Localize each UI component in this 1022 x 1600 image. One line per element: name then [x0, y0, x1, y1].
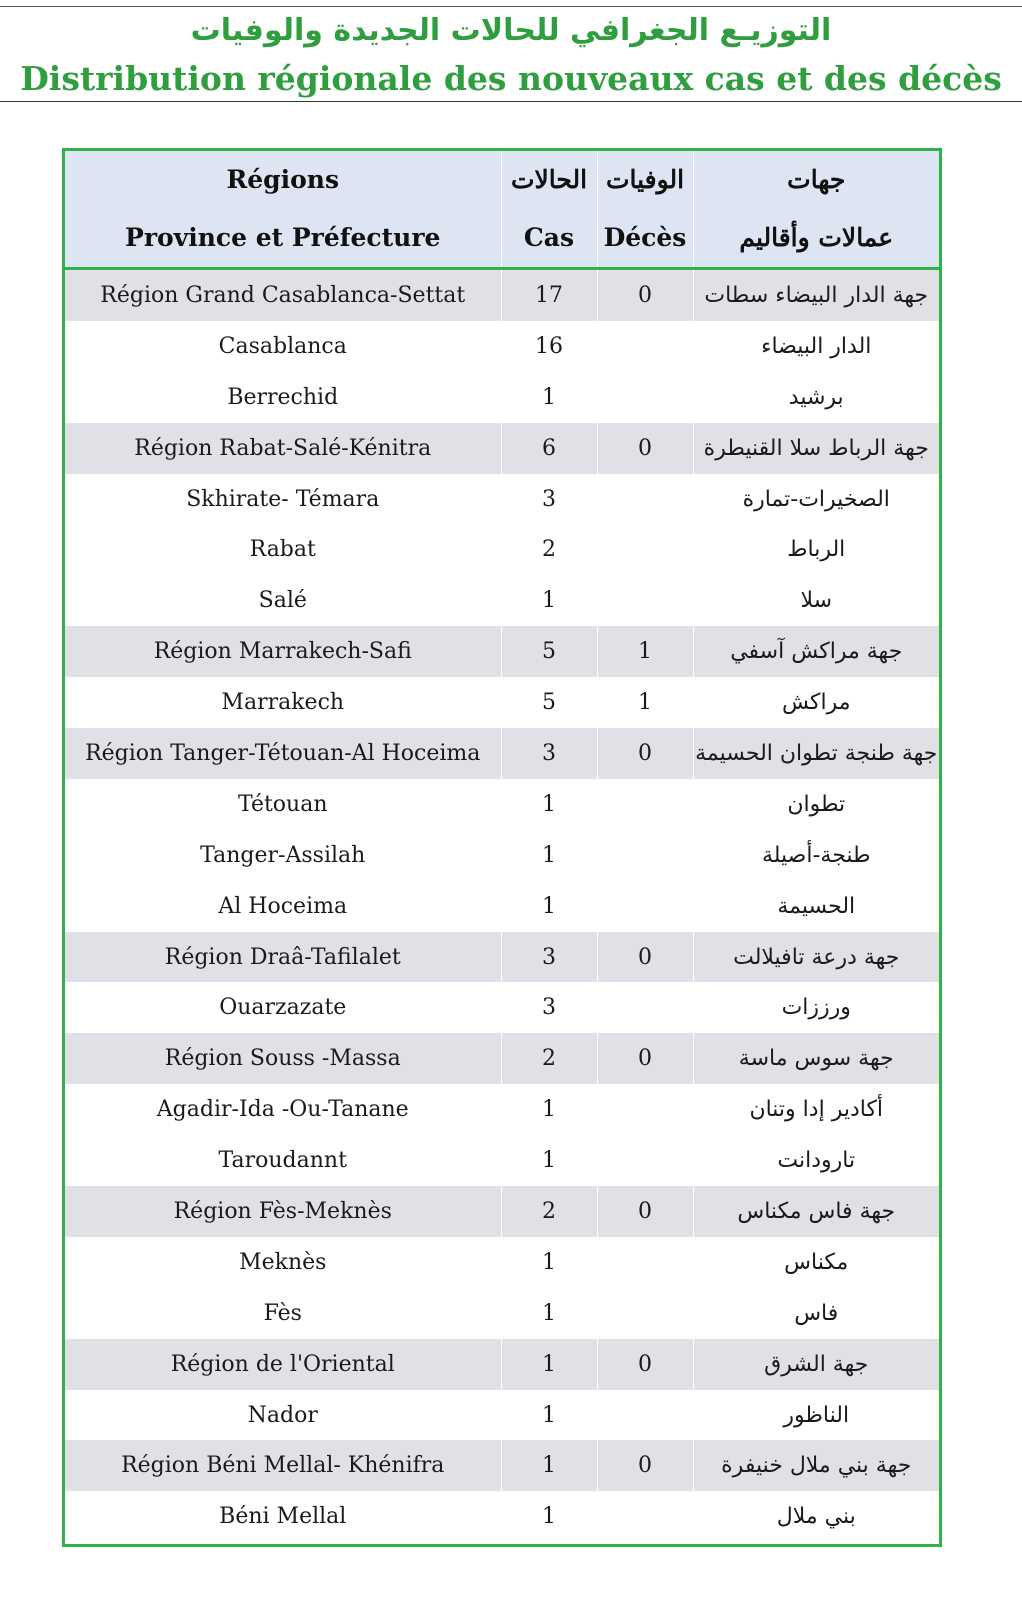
- cell-name-fr: Région de l'Oriental: [65, 1339, 501, 1390]
- cell-deces: 0: [597, 728, 693, 779]
- header-deces-ar: الوفيات: [597, 151, 693, 208]
- cell-name-fr: Rabat: [65, 524, 501, 575]
- province-row: [65, 881, 939, 932]
- cell-name-ar: سلا: [693, 575, 939, 626]
- cell-cas: 2: [501, 1186, 597, 1237]
- cell-deces: 0: [597, 1440, 693, 1491]
- cell-cas: 2: [501, 1033, 597, 1084]
- cell-deces: 0: [597, 1339, 693, 1390]
- cell-name-fr: Salé: [65, 575, 501, 626]
- cell-deces: [597, 474, 693, 525]
- cell-name-fr: Région Tanger-Tétouan-Al Hoceima: [65, 728, 501, 779]
- cell-cas: 5: [501, 677, 597, 728]
- cell-cas: 1: [501, 779, 597, 830]
- cell-cas: 3: [501, 932, 597, 983]
- table-body: [65, 269, 939, 1543]
- cell-name-fr: Région Rabat-Salé-Kénitra: [65, 423, 501, 474]
- header-regions-fr: Régions: [65, 151, 501, 208]
- cell-deces: 0: [597, 932, 693, 983]
- cell-deces: [597, 1288, 693, 1339]
- cell-name-ar: جهة الدار البيضاء سطات: [693, 269, 939, 321]
- region-row: [65, 626, 939, 677]
- region-row: [65, 932, 939, 983]
- cell-cas: 3: [501, 728, 597, 779]
- cell-name-fr: Agadir-Ida -Ou-Tanane: [65, 1084, 501, 1135]
- province-row: [65, 524, 939, 575]
- province-row: [65, 830, 939, 881]
- cell-deces: 0: [597, 269, 693, 321]
- province-row: [65, 982, 939, 1033]
- region-row: [65, 1339, 939, 1390]
- cell-deces: [597, 1491, 693, 1542]
- cell-name-fr: Marrakech: [65, 677, 501, 728]
- cell-cas: 1: [501, 1390, 597, 1441]
- cell-cas: 1: [501, 372, 597, 423]
- cell-cas: 1: [501, 1084, 597, 1135]
- cell-name-ar: برشيد: [693, 372, 939, 423]
- province-row: [65, 1237, 939, 1288]
- cell-deces: [597, 575, 693, 626]
- cell-name-ar: مراكش: [693, 677, 939, 728]
- header-province-fr: Province et Préfecture: [65, 208, 501, 269]
- cell-name-fr: Région Marrakech-Safi: [65, 626, 501, 677]
- header-row-1: [65, 151, 939, 208]
- province-row: [65, 1390, 939, 1441]
- cell-cas: 1: [501, 881, 597, 932]
- cell-name-ar: فاس: [693, 1288, 939, 1339]
- distribution-table-frame: [62, 148, 942, 1547]
- header-row-2: [65, 208, 939, 269]
- top-rule: [0, 6, 1022, 7]
- header-regions-ar: جهات: [693, 151, 939, 208]
- province-row: [65, 372, 939, 423]
- cell-cas: 1: [501, 575, 597, 626]
- distribution-table: [65, 151, 939, 1542]
- cell-name-fr: Skhirate- Témara: [65, 474, 501, 525]
- cell-name-ar: جهة فاس مكناس: [693, 1186, 939, 1237]
- cell-name-fr: Région Draâ-Tafilalet: [65, 932, 501, 983]
- cell-deces: [597, 1084, 693, 1135]
- cell-name-fr: Béni Mellal: [65, 1491, 501, 1542]
- cell-name-fr: Casablanca: [65, 321, 501, 372]
- province-row: [65, 1491, 939, 1542]
- title-underline: [0, 101, 1022, 102]
- province-row: [65, 474, 939, 525]
- region-row: [65, 1186, 939, 1237]
- province-row: [65, 1288, 939, 1339]
- region-row: [65, 1033, 939, 1084]
- province-row: [65, 677, 939, 728]
- cell-deces: [597, 321, 693, 372]
- cell-cas: 3: [501, 982, 597, 1033]
- cell-name-fr: Ouarzazate: [65, 982, 501, 1033]
- cell-cas: 6: [501, 423, 597, 474]
- cell-name-ar: بني ملال: [693, 1491, 939, 1542]
- province-row: [65, 779, 939, 830]
- cell-name-fr: Région Fès-Meknès: [65, 1186, 501, 1237]
- cell-deces: [597, 524, 693, 575]
- cell-deces: [597, 1390, 693, 1441]
- region-row: [65, 269, 939, 321]
- cell-deces: [597, 982, 693, 1033]
- cell-name-ar: تطوان: [693, 779, 939, 830]
- cell-cas: 17: [501, 269, 597, 321]
- cell-name-ar: تارودانت: [693, 1135, 939, 1186]
- cell-name-ar: جهة درعة تافيلالت: [693, 932, 939, 983]
- cell-name-ar: أكادير إدا وتنان: [693, 1084, 939, 1135]
- cell-deces: [597, 1237, 693, 1288]
- cell-name-fr: Région Grand Casablanca-Settat: [65, 269, 501, 321]
- header-cas-ar: الحالات: [501, 151, 597, 208]
- cell-deces: 1: [597, 677, 693, 728]
- cell-name-ar: طنجة-أصيلة: [693, 830, 939, 881]
- header-deces-fr: Décès: [597, 208, 693, 269]
- table-header: [65, 151, 939, 269]
- cell-name-fr: Tanger-Assilah: [65, 830, 501, 881]
- province-row: [65, 1084, 939, 1135]
- cell-cas: 5: [501, 626, 597, 677]
- cell-name-ar: الناظور: [693, 1390, 939, 1441]
- cell-name-fr: Région Béni Mellal- Khénifra: [65, 1440, 501, 1491]
- cell-name-ar: الصخيرات-تمارة: [693, 474, 939, 525]
- cell-cas: 3: [501, 474, 597, 525]
- cell-cas: 1: [501, 1135, 597, 1186]
- cell-name-fr: Tétouan: [65, 779, 501, 830]
- cell-deces: 1: [597, 626, 693, 677]
- cell-deces: [597, 830, 693, 881]
- cell-name-fr: Nador: [65, 1390, 501, 1441]
- cell-cas: 1: [501, 1440, 597, 1491]
- cell-cas: 1: [501, 1288, 597, 1339]
- cell-name-ar: الرباط: [693, 524, 939, 575]
- cell-cas: 1: [501, 1237, 597, 1288]
- cell-name-ar: الحسيمة: [693, 881, 939, 932]
- cell-cas: 1: [501, 830, 597, 881]
- cell-name-ar: ورززات: [693, 982, 939, 1033]
- region-row: [65, 423, 939, 474]
- cell-name-fr: Al Hoceima: [65, 881, 501, 932]
- cell-name-fr: Taroudannt: [65, 1135, 501, 1186]
- cell-name-fr: Fès: [65, 1288, 501, 1339]
- cell-deces: 0: [597, 1033, 693, 1084]
- title-french: Distribution régionale des nouveaux cas et des décès: [20, 59, 1002, 98]
- region-row: [65, 1440, 939, 1491]
- header-cas-fr: Cas: [501, 208, 597, 269]
- cell-name-ar: جهة سوس ماسة: [693, 1033, 939, 1084]
- cell-cas: 1: [501, 1339, 597, 1390]
- cell-name-ar: جهة الرباط سلا القنيطرة: [693, 423, 939, 474]
- cell-deces: [597, 881, 693, 932]
- cell-name-ar: جهة بني ملال خنيفرة: [693, 1440, 939, 1491]
- cell-name-fr: Région Souss -Massa: [65, 1033, 501, 1084]
- cell-deces: [597, 779, 693, 830]
- cell-name-ar: مكناس: [693, 1237, 939, 1288]
- cell-deces: [597, 1135, 693, 1186]
- header-province-ar: عمالات وأقاليم: [693, 208, 939, 269]
- province-row: [65, 1135, 939, 1186]
- cell-deces: [597, 372, 693, 423]
- cell-name-ar: جهة مراكش آسفي: [693, 626, 939, 677]
- cell-name-fr: Meknès: [65, 1237, 501, 1288]
- title-arabic: التوزيـع الجغرافي للحالات الجديدة والوفيات: [190, 13, 832, 48]
- cell-cas: 16: [501, 321, 597, 372]
- cell-deces: 0: [597, 1186, 693, 1237]
- cell-name-ar: الدار البيضاء: [693, 321, 939, 372]
- province-row: [65, 575, 939, 626]
- cell-cas: 2: [501, 524, 597, 575]
- cell-deces: 0: [597, 423, 693, 474]
- region-row: [65, 728, 939, 779]
- cell-name-fr: Berrechid: [65, 372, 501, 423]
- cell-cas: 1: [501, 1491, 597, 1542]
- cell-name-ar: جهة طنجة تطوان الحسيمة: [693, 728, 939, 779]
- province-row: [65, 321, 939, 372]
- cell-name-ar: جهة الشرق: [693, 1339, 939, 1390]
